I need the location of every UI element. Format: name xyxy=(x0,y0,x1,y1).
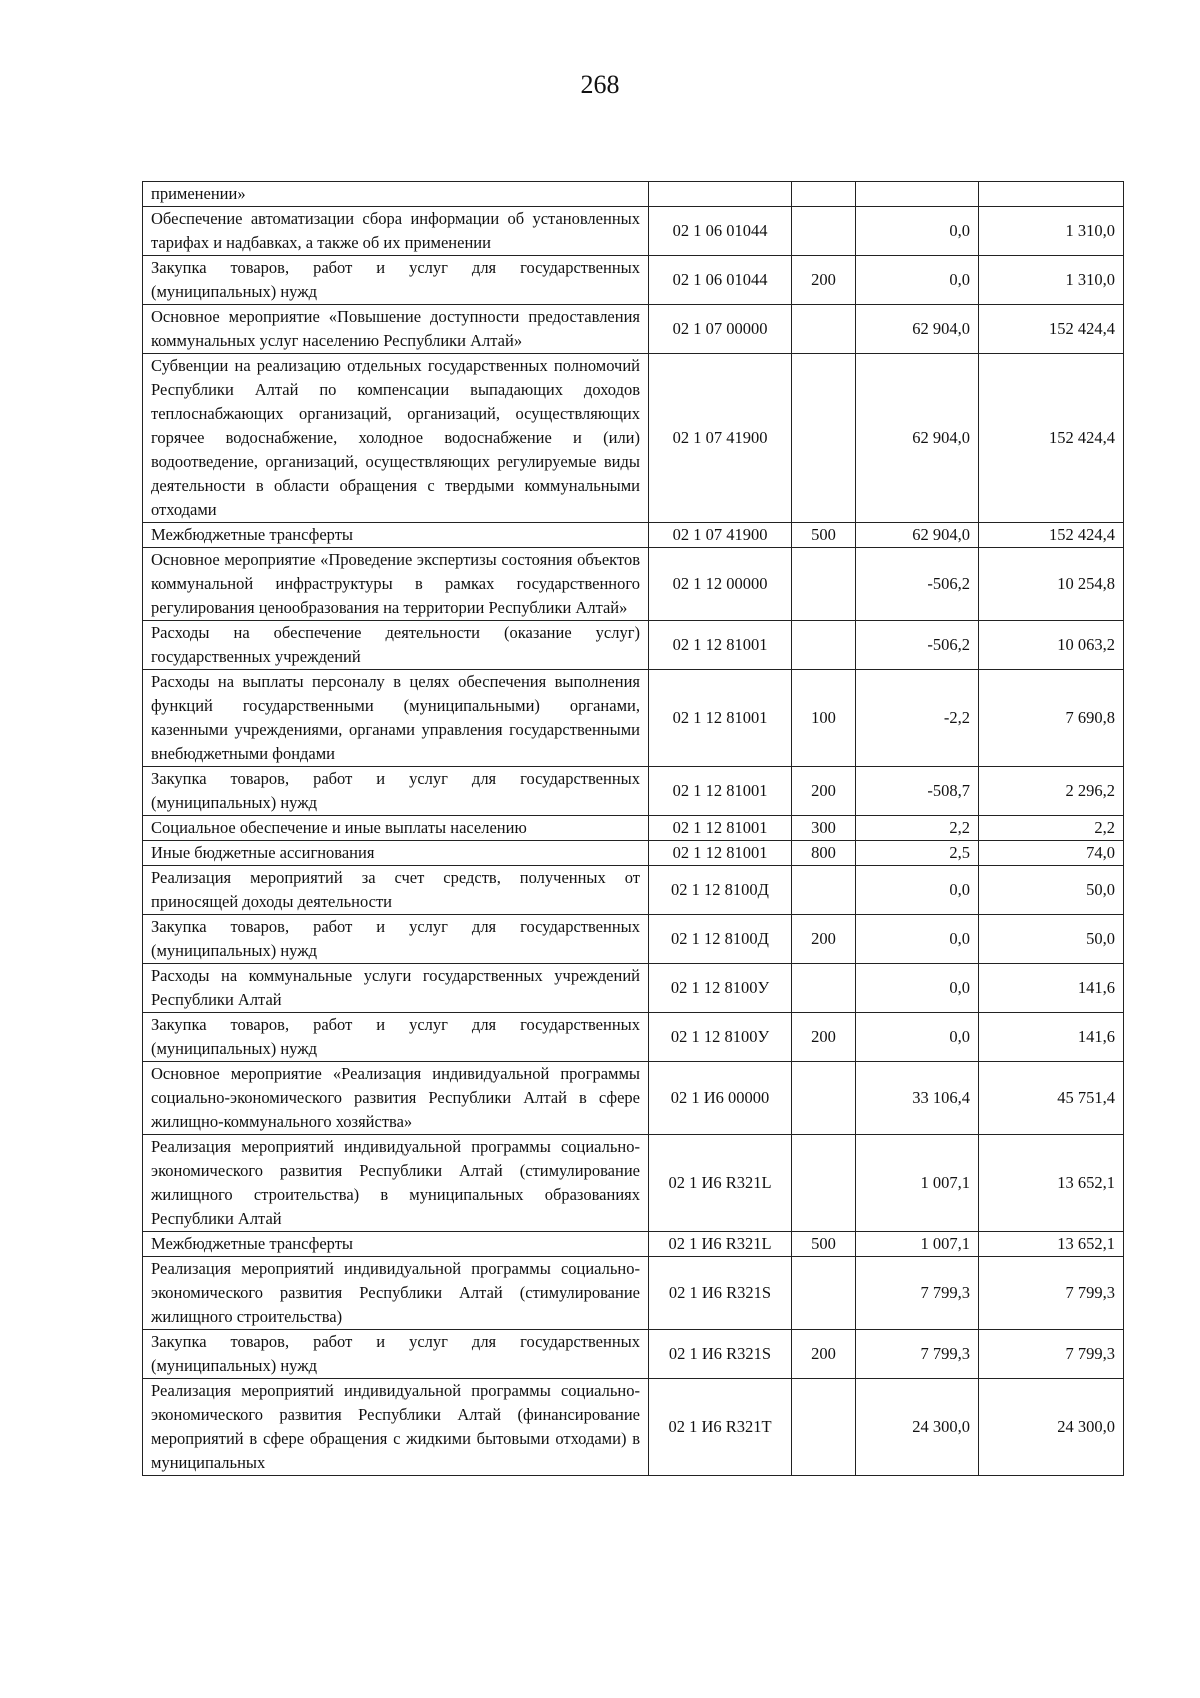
row-target-code: 02 1 07 00000 xyxy=(649,305,792,354)
row-amount-change: 0,0 xyxy=(856,256,979,305)
row-amount-total: 152 424,4 xyxy=(979,523,1124,548)
row-amount-total: 7 799,3 xyxy=(979,1257,1124,1330)
row-description: Межбюджетные трансферты xyxy=(143,523,649,548)
row-target-code: 02 1 12 00000 xyxy=(649,548,792,621)
table-row xyxy=(143,670,1124,767)
table-row xyxy=(143,964,1124,1013)
row-expense-type xyxy=(792,354,856,523)
row-target-code: 02 1 12 8100Д xyxy=(649,866,792,915)
row-description: Межбюджетные трансферты xyxy=(143,1232,649,1257)
row-description: Реализация мероприятий индивидуальной программы социально-экономического развития Республики Алтай (стимулирование жилищного строительства) в муниципальных образованиях Республики Алтай xyxy=(143,1135,649,1232)
row-expense-type: 200 xyxy=(792,256,856,305)
row-expense-type xyxy=(792,207,856,256)
row-expense-type: 800 xyxy=(792,841,856,866)
row-target-code: 02 1 06 01044 xyxy=(649,256,792,305)
row-amount-change: 0,0 xyxy=(856,866,979,915)
row-target-code: 02 1 12 8100У xyxy=(649,964,792,1013)
row-target-code: 02 1 12 8100Д xyxy=(649,915,792,964)
row-target-code: 02 1 И6 R321L xyxy=(649,1232,792,1257)
row-description: Закупка товаров, работ и услуг для государственных (муниципальных) нужд xyxy=(143,1013,649,1062)
row-amount-total: 2 296,2 xyxy=(979,767,1124,816)
row-description: применении» xyxy=(143,182,649,207)
row-expense-type xyxy=(792,964,856,1013)
table-row xyxy=(143,915,1124,964)
row-description: Субвенции на реализацию отдельных государственных полномочий Республики Алтай по компенсации выпадающих доходов теплоснабжающих организаций, организаций, осуществляющих горячее водоснабжение, холодное водоснабжение и (или) водоотведение, организаций, осуществляющих регулируемые виды деятельности в области обращения с твердыми коммунальными отходами xyxy=(143,354,649,523)
row-amount-change: 1 007,1 xyxy=(856,1135,979,1232)
row-amount-total: 74,0 xyxy=(979,841,1124,866)
row-description: Основное мероприятие «Реализация индивидуальной программы социально-экономического развития Республики Алтай в сфере жилищно-коммунального хозяйства» xyxy=(143,1062,649,1135)
row-amount-total: 152 424,4 xyxy=(979,305,1124,354)
table-row xyxy=(143,866,1124,915)
row-expense-type xyxy=(792,621,856,670)
table-row xyxy=(143,816,1124,841)
row-expense-type xyxy=(792,1062,856,1135)
row-amount-total: 10 254,8 xyxy=(979,548,1124,621)
table-row xyxy=(143,1232,1124,1257)
table-row xyxy=(143,256,1124,305)
row-description: Закупка товаров, работ и услуг для государственных (муниципальных) нужд xyxy=(143,767,649,816)
row-amount-total: 2,2 xyxy=(979,816,1124,841)
table-row xyxy=(143,1135,1124,1232)
row-target-code: 02 1 12 81001 xyxy=(649,670,792,767)
row-amount-total: 1 310,0 xyxy=(979,256,1124,305)
row-expense-type: 200 xyxy=(792,915,856,964)
table-row xyxy=(143,767,1124,816)
row-amount-change: -508,7 xyxy=(856,767,979,816)
row-target-code: 02 1 И6 00000 xyxy=(649,1062,792,1135)
row-expense-type: 200 xyxy=(792,1013,856,1062)
row-amount-total: 7 690,8 xyxy=(979,670,1124,767)
row-amount-change: 7 799,3 xyxy=(856,1330,979,1379)
row-description: Расходы на выплаты персоналу в целях обеспечения выполнения функций государственными (муниципальными) органами, казенными учреждениями, органами управления государственными внебюджетными фондами xyxy=(143,670,649,767)
row-amount-change: 2,2 xyxy=(856,816,979,841)
row-description: Реализация мероприятий индивидуальной программы социально-экономического развития Республики Алтай (стимулирование жилищного строительства) xyxy=(143,1257,649,1330)
row-amount-change: 24 300,0 xyxy=(856,1379,979,1476)
row-expense-type: 300 xyxy=(792,816,856,841)
row-amount-total: 50,0 xyxy=(979,866,1124,915)
table-row xyxy=(143,621,1124,670)
row-amount-change: -506,2 xyxy=(856,548,979,621)
row-amount-change: 62 904,0 xyxy=(856,523,979,548)
row-target-code: 02 1 12 81001 xyxy=(649,841,792,866)
row-target-code: 02 1 12 81001 xyxy=(649,621,792,670)
table-row xyxy=(143,1330,1124,1379)
row-amount-total: 50,0 xyxy=(979,915,1124,964)
row-description: Реализация мероприятий за счет средств, полученных от приносящей доходы деятельности xyxy=(143,866,649,915)
row-target-code xyxy=(649,182,792,207)
table-row xyxy=(143,1062,1124,1135)
row-expense-type: 500 xyxy=(792,523,856,548)
row-amount-change: 62 904,0 xyxy=(856,305,979,354)
table-row xyxy=(143,523,1124,548)
table-row xyxy=(143,1379,1124,1476)
row-expense-type: 200 xyxy=(792,767,856,816)
row-description: Социальное обеспечение и иные выплаты населению xyxy=(143,816,649,841)
row-amount-change: 0,0 xyxy=(856,1013,979,1062)
row-amount-change: -506,2 xyxy=(856,621,979,670)
page-number: 268 xyxy=(580,70,620,99)
row-amount-change: 2,5 xyxy=(856,841,979,866)
row-amount-change: -2,2 xyxy=(856,670,979,767)
row-target-code: 02 1 12 8100У xyxy=(649,1013,792,1062)
table-row xyxy=(143,182,1124,207)
row-description: Закупка товаров, работ и услуг для государственных (муниципальных) нужд xyxy=(143,256,649,305)
row-target-code: 02 1 07 41900 xyxy=(649,354,792,523)
row-amount-change: 0,0 xyxy=(856,915,979,964)
row-target-code: 02 1 И6 R321S xyxy=(649,1257,792,1330)
table-row xyxy=(143,548,1124,621)
row-expense-type xyxy=(792,305,856,354)
row-amount-total: 141,6 xyxy=(979,964,1124,1013)
row-target-code: 02 1 06 01044 xyxy=(649,207,792,256)
row-amount-total: 10 063,2 xyxy=(979,621,1124,670)
row-expense-type xyxy=(792,1135,856,1232)
row-amount-total: 13 652,1 xyxy=(979,1135,1124,1232)
row-amount-change: 33 106,4 xyxy=(856,1062,979,1135)
row-expense-type xyxy=(792,866,856,915)
row-expense-type: 200 xyxy=(792,1330,856,1379)
budget-table xyxy=(142,181,1124,1476)
table-row xyxy=(143,305,1124,354)
row-expense-type xyxy=(792,182,856,207)
row-amount-change: 62 904,0 xyxy=(856,354,979,523)
row-description: Иные бюджетные ассигнования xyxy=(143,841,649,866)
row-expense-type xyxy=(792,1257,856,1330)
table-row xyxy=(143,1257,1124,1330)
row-amount-total: 7 799,3 xyxy=(979,1330,1124,1379)
row-expense-type: 500 xyxy=(792,1232,856,1257)
row-amount-total: 141,6 xyxy=(979,1013,1124,1062)
row-target-code: 02 1 07 41900 xyxy=(649,523,792,548)
row-amount-change xyxy=(856,182,979,207)
row-description: Основное мероприятие «Проведение экспертизы состояния объектов коммунальной инфраструктуры в рамках государственного регулирования ценообразования на территории Республики Алтай» xyxy=(143,548,649,621)
row-target-code: 02 1 И6 R321T xyxy=(649,1379,792,1476)
row-amount-total: 1 310,0 xyxy=(979,207,1124,256)
row-target-code: 02 1 И6 R321S xyxy=(649,1330,792,1379)
row-description: Закупка товаров, работ и услуг для государственных (муниципальных) нужд xyxy=(143,915,649,964)
row-expense-type: 100 xyxy=(792,670,856,767)
row-amount-change: 0,0 xyxy=(856,207,979,256)
row-amount-total: 45 751,4 xyxy=(979,1062,1124,1135)
row-target-code: 02 1 12 81001 xyxy=(649,767,792,816)
row-description: Обеспечение автоматизации сбора информации об установленных тарифах и надбавках, а также об их применении xyxy=(143,207,649,256)
row-amount-total: 13 652,1 xyxy=(979,1232,1124,1257)
row-amount-total xyxy=(979,182,1124,207)
table-row xyxy=(143,354,1124,523)
row-description: Основное мероприятие «Повышение доступности предоставления коммунальных услуг населению Республики Алтай» xyxy=(143,305,649,354)
row-amount-total: 152 424,4 xyxy=(979,354,1124,523)
row-target-code: 02 1 И6 R321L xyxy=(649,1135,792,1232)
row-description: Расходы на коммунальные услуги государственных учреждений Республики Алтай xyxy=(143,964,649,1013)
row-target-code: 02 1 12 81001 xyxy=(649,816,792,841)
row-expense-type xyxy=(792,548,856,621)
row-amount-change: 0,0 xyxy=(856,964,979,1013)
budget-table-body xyxy=(143,182,1124,1476)
row-amount-total: 24 300,0 xyxy=(979,1379,1124,1476)
row-description: Реализация мероприятий индивидуальной программы социально-экономического развития Республики Алтай (финансирование мероприятий в сфере обращения с жидкими бытовыми отходами) в муниципальных xyxy=(143,1379,649,1476)
table-row xyxy=(143,1013,1124,1062)
row-expense-type xyxy=(792,1379,856,1476)
row-amount-change: 1 007,1 xyxy=(856,1232,979,1257)
table-row xyxy=(143,841,1124,866)
row-description: Расходы на обеспечение деятельности (оказание услуг) государственных учреждений xyxy=(143,621,649,670)
row-description: Закупка товаров, работ и услуг для государственных (муниципальных) нужд xyxy=(143,1330,649,1379)
table-row xyxy=(143,207,1124,256)
row-amount-change: 7 799,3 xyxy=(856,1257,979,1330)
